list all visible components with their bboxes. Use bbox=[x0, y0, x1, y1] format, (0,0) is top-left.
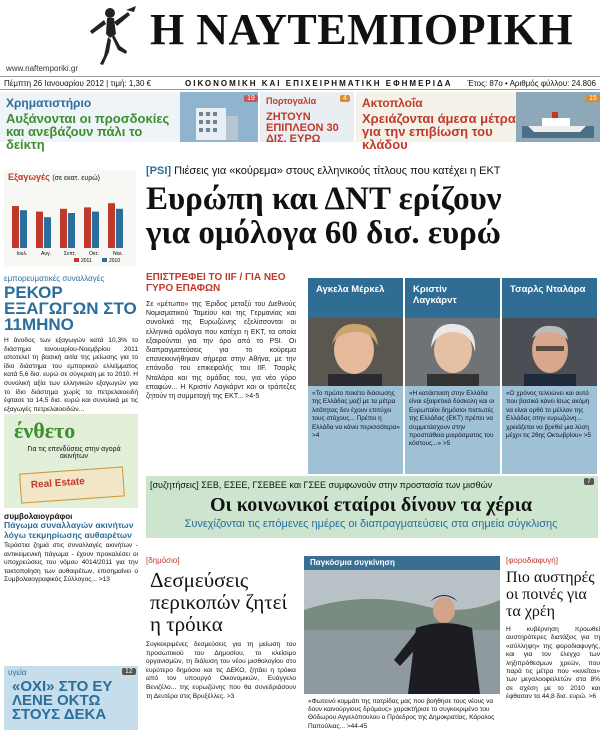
band-kicker: [συζητήσεις] ΣΕΒ, ΕΣΕΕ, ΓΣΕΒΕΕ και ΓΣΕΕ συμφωνούν στην προστασία των μισθών bbox=[150, 480, 493, 490]
photo-kicker: Παγκόσμια συγκίνηση bbox=[304, 556, 500, 570]
teaser-portugal[interactable] bbox=[260, 92, 354, 145]
date-price: Πέμπτη 26 Ιανουαρίου 2012 | τιμή: 1,30 € bbox=[4, 79, 152, 88]
lead-sub-kicker: ΕΠΙΣΤΡΕΦΕΙ ΤΟ IIF / ΓΙΑ ΝΕΟ ΓΥΡΟ ΕΠΑΦΩΝ bbox=[146, 272, 286, 294]
chart-title: Εξαγωγές bbox=[8, 172, 50, 182]
article-kicker: [φοροδιαφυγή] bbox=[506, 556, 558, 565]
bar-2010-Νοε. bbox=[116, 209, 123, 248]
quote-text: «Το πρώτο πακέτο διάσωσης της Ελλάδας μαζί με τα μέτρα λιτότητας δεν έχουν επιτύχει τους στόχους... Πρέπει η Ελλάδα να κάνει περισσότερα» >4 bbox=[312, 390, 400, 440]
article-kicker: εμπορευματικές συναλλαγές bbox=[4, 274, 105, 283]
article-body: Η κυβέρνηση προωθεί αυστηρότερες διατάξεις για τη «σύλληψη» της φοροδιαφυγής, και για τον έλεγχο των ληξιπρόθεσμων χρεών, που παρά τις μέτρα που «κινείται» των μεγαλοοφειλετών στα 8% σε σχέση με το 2010 και έφθασαν τα 44,8 δισ. ευρώ. >6 bbox=[506, 626, 600, 701]
legend-swatch bbox=[102, 258, 107, 262]
exports-chart bbox=[4, 170, 136, 266]
lead-headline[interactable] bbox=[146, 182, 594, 250]
insert-cover bbox=[19, 466, 125, 503]
hermes-logo-icon bbox=[80, 4, 138, 66]
lead-headline-line2: για ομόλογα 60 δισ. ευρώ bbox=[146, 215, 501, 251]
legend-label: 2010 bbox=[109, 258, 121, 264]
dateline bbox=[0, 76, 600, 90]
bar-2010-Σεπτ. bbox=[68, 213, 75, 248]
tick-label: Σεπτ. bbox=[63, 251, 77, 257]
teaser-label: Πορτογαλία bbox=[266, 96, 317, 106]
portrait-icon bbox=[308, 318, 403, 386]
public-sector-article[interactable] bbox=[146, 556, 296, 701]
article-kicker: συμβολαιογράφοι bbox=[4, 512, 73, 521]
top-strip bbox=[0, 92, 600, 152]
quote-dallara[interactable] bbox=[502, 278, 597, 474]
masthead bbox=[0, 0, 600, 78]
funeral-photo-icon bbox=[304, 570, 500, 694]
exports-article[interactable] bbox=[4, 274, 138, 414]
legend-label: 2011 bbox=[81, 258, 92, 264]
lagarde-photo bbox=[405, 318, 500, 386]
teaser-label: Ακτοπλοΐα bbox=[362, 96, 423, 110]
bar-2010-Ιουλ. bbox=[20, 210, 27, 248]
ferry-photo-icon bbox=[522, 102, 594, 138]
quote-merkel[interactable] bbox=[308, 278, 403, 474]
portrait-icon bbox=[405, 318, 500, 386]
band-headline: Οι κοινωνικοί εταίροι δίνουν τα χέρια bbox=[209, 494, 532, 516]
teaser-shipping[interactable] bbox=[356, 92, 600, 152]
teaser-text: ΖΗΤΟΥΝ ΕΠΙΠΛΕΟΝ 30 ΔΙΣ. ΕΥΡΩ bbox=[266, 111, 339, 145]
teaser-text: Αυξάνονται οι προσδοκίες και ανεβάζουν πάλι το δείκτη bbox=[6, 111, 170, 152]
article-body: Τεράστια ζημιά στις συναλλαγές ακινήτων - αντικειμενική πάγωμα - έχουν προκαλέσει οι υποχρεώσεις του νόμου 4014/2011 για την τακτοποίηση των αυθαιρέτων, επισημαίνει ο Συμβολαιογραφικός Σύλλογος... >13 bbox=[4, 542, 138, 584]
chart-unit: (σε εκατ. ευρώ) bbox=[52, 175, 100, 182]
photo-caption: «Φωτεινό κομμάτι της πατρίδας μας που βοήθησε τους νέους να δουν καινούργιους δρόμους» χαρακτήρισε το συγκεκριμένο του Θόδωρου Αγγελόπουλου ο Πρόεδρος της Δημοκρατίας, Κάρολος Παπούλιας... >44-45 bbox=[308, 698, 495, 730]
bar-2011-Νοε. bbox=[108, 203, 115, 248]
quote-text: «Ο χρόνος τελειώνει και αυτό που βασικά κάνει ίσως ακόμη να είναι ορθό το μέλλον της Ελλάδας στην ευρωζώνη... χρειάζεται να βρεθεί μια λύση μέχρι τις 26ης Οκτωβρίου» >5 bbox=[506, 390, 592, 440]
article-headline: Πιο αυστηρές οι ποινές για τα χρέη bbox=[506, 569, 595, 620]
teaser-headline: «ΟΧΙ» ΣΤΟ ΕΥ ΛΕΝΕ ΟΚΤΩ ΣΤΟΥΣ ΔΕΚΑ bbox=[12, 678, 113, 723]
lead-kicker bbox=[146, 165, 501, 177]
article-headline: ΡΕΚΟΡ ΕΞΑΓΩΓΩΝ ΣΤΟ 11ΜΗΝΟ bbox=[4, 283, 137, 334]
newspaper-title: Η ΝΑΥΤΕΜΠΟΡΙΚΗ bbox=[150, 5, 574, 54]
bar-2011-Αυγ. bbox=[36, 212, 43, 248]
teaser-label: Χρηματιστήριο bbox=[6, 96, 92, 110]
merkel-photo bbox=[308, 318, 403, 386]
teaser-kicker: υγεία bbox=[8, 668, 27, 677]
site-url[interactable]: www.naftemporiki.gr bbox=[6, 64, 79, 73]
lead-headline-line1: Ευρώπη και ΔΝΤ ερίζουν bbox=[146, 181, 502, 217]
tax-evasion-article[interactable] bbox=[506, 556, 600, 702]
tick-label: Νοε. bbox=[112, 251, 124, 257]
page-ref: 4 bbox=[340, 95, 350, 102]
health-teaser[interactable] bbox=[4, 666, 138, 730]
bar-2010-Αυγ. bbox=[44, 217, 51, 248]
article-body: Συγκεκριμένες δεσμεύσεις για τη μείωση του προσωπικού του Δημοσίου, το κλείσιμο οργανισμών, τη διάλυση του νέου μισθολογίου στο ευρύτερο δημόσιο και τις ΔΕΚΟ, ζητάει η τρόικα από τον υπουργό Οικονομικών, Ευάγγελο Βενιζέλο... της ευρωζώνης που θα συνεδριάσουν τη Δευτέρα στις Βρυξέλλες. >3 bbox=[146, 641, 296, 700]
lead-tag: [PSI] bbox=[146, 165, 172, 177]
insert-subtitle: Για τις επενδύσεις στην αγορά ακινήτων bbox=[27, 446, 121, 460]
article-headline: Πάγωμα συναλλαγών ακινήτων λόγω τεκμηρίωσης αυθαιρέτων bbox=[4, 520, 134, 540]
bar-2011-Ιουλ. bbox=[12, 206, 19, 248]
portrait-icon bbox=[502, 318, 597, 386]
building-photo-icon bbox=[190, 100, 240, 140]
photo-feature[interactable] bbox=[304, 556, 500, 733]
teaser-stock-market[interactable] bbox=[0, 92, 258, 152]
insert-ad[interactable] bbox=[4, 414, 138, 508]
page-ref: 15 bbox=[586, 95, 600, 102]
page-ref: 12 bbox=[122, 668, 136, 675]
quote-lagarde[interactable] bbox=[405, 278, 500, 474]
page-ref: 19 bbox=[244, 95, 258, 102]
quote-name: Αγκελα Μέρκελ bbox=[308, 278, 403, 318]
bar-2010-Οκτ. bbox=[92, 212, 99, 248]
insert-tag: Real Estate bbox=[30, 476, 86, 491]
tick-label: Αυγ. bbox=[41, 251, 51, 257]
article-kicker: [δημόσιο] bbox=[146, 556, 180, 565]
page-ref: 7 bbox=[584, 478, 594, 485]
legend-swatch bbox=[74, 258, 79, 262]
insert-title: ένθετο bbox=[14, 418, 76, 443]
lead-body: Σε «μέτωπο» της Έριδος μεταξύ του Διεθνούς Νομισματικού Ταμείου και της Γερμανίας και συνολικά της Ευρωζώνης εξελίσσονται οι ελληνικά ομόλογα που κατέχει η ΕΚΤ, τα οποία εξαιρούνται για την όρο από το PSI. Οι διαπραγματεύσεις για το κούρεμα επανεκκινήθηκαν σήμερα στην Αθήνα, με την επάνοδο του επικεφαλής του IIF. Τσαρλς Νταλάρα και της ομάδας του, για νέο γύρο επαφών... Η Κριστίν Λαγκάρντ και οι τράπεζες ζητούν τη συμμετοχή της ΕΚΤ... >4-5 bbox=[146, 301, 296, 401]
notaries-article[interactable] bbox=[4, 512, 138, 585]
issue-number: Έτος: 87ο • Αριθμός φύλλου: 24.806 bbox=[467, 79, 596, 88]
bar-2011-Οκτ. bbox=[84, 207, 91, 248]
tick-label: Ιουλ. bbox=[16, 251, 28, 257]
article-body: Η άνοδος των εξαγωγών κατά 10,3% το διάστημα Ιανουαρίου-Νοεμβρίου 2011 αποτελεί τη βασική αιτία της μείωσης για το ίδιο διάστημα του εμπορικού ελλείμματος κατά 5,6 δισ. ευρώ σε σύγκριση με το 2010. Η συνολική αξία των ελληνικών εξαγωγών για το ίδιο διάστημα χωρίς τα πετρελαιοειδή έφτασε τα 14,5 δισ. ευρώ και συνολικά με τις εξαγωγές πετρελαιοειδών... bbox=[4, 337, 138, 413]
lead-kicker-text: Πιέσεις για «κούρεμα» στους ελληνικούς τίτλους που κατέχει η ΕΚΤ bbox=[174, 165, 501, 177]
dallara-photo bbox=[502, 318, 597, 386]
tagline: ΟΙΚΟΝΟΜΙΚΗ ΚΑΙ ΕΠΙΧΕΙΡΗΜΑΤΙΚΗ ΕΦΗΜΕΡΙΔΑ bbox=[185, 79, 453, 88]
tick-label: Οκτ. bbox=[89, 251, 99, 257]
band-subtitle: Συνεχίζονται τις επόμενες ημέρες οι διαπραγματεύσεις στα σημεία σύγκλισης bbox=[184, 518, 558, 530]
chart-plot bbox=[4, 184, 136, 266]
bar-2011-Σεπτ. bbox=[60, 209, 67, 248]
article-headline: Δεσμεύσεις περικοπών ζητεί η τρόικα bbox=[150, 568, 288, 636]
quote-name: Κριστίν Λαγκάρντ bbox=[405, 278, 500, 318]
teaser-text: Χρειάζονται άμεσα μέτρα για την επιβίωση του κλάδου bbox=[362, 111, 516, 152]
quote-text: «Η κατάσταση στην Ελλάδα είναι εξαιρετικά δύσκολη και οι Ευρωπαίοι δημόσιοι πιστωτές της Ελλάδας (ΕΚΤ) πρέπει να συμμετάσχουν στην προσπάθεια μοιράσματος του κόστους...» >5 bbox=[409, 390, 495, 448]
quote-name: Τσαρλς Νταλάρα bbox=[502, 278, 597, 318]
